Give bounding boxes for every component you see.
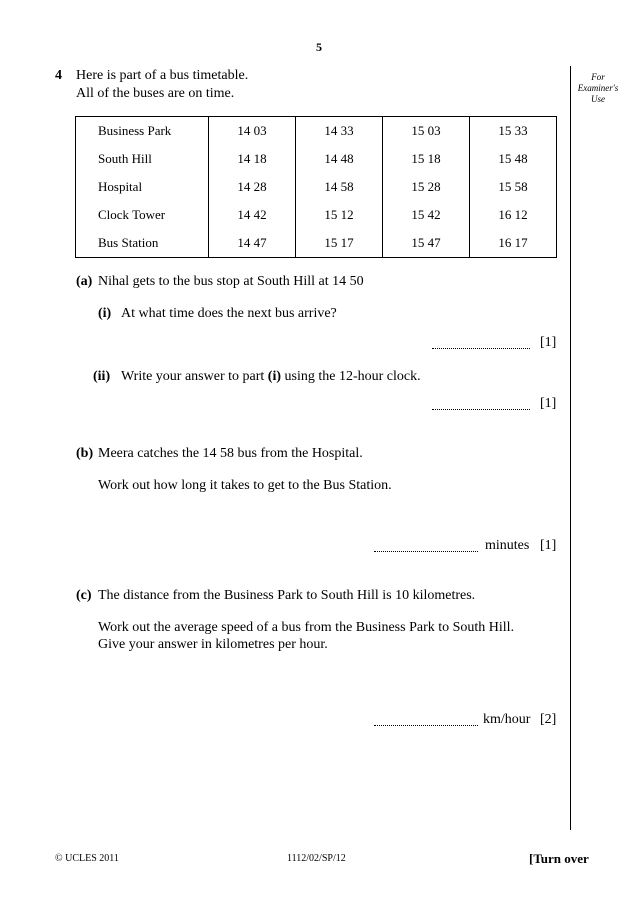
question-intro-line-1: Here is part of a bus timetable. xyxy=(76,68,249,83)
time-cell: 15 12 xyxy=(296,201,383,229)
time-cell: 14 42 xyxy=(209,201,296,229)
time-cell: 14 18 xyxy=(209,145,296,173)
timetable-row xyxy=(76,229,557,258)
time-cell: 14 58 xyxy=(296,173,383,201)
time-cell: 14 47 xyxy=(209,229,296,258)
time-cell: 15 48 xyxy=(470,145,557,173)
part-a-ii-text-before: Write your answer to part xyxy=(121,369,265,384)
part-a-ii-label: (ii) xyxy=(93,369,111,384)
time-cell: 15 58 xyxy=(470,173,557,201)
examiner-note-line: Examiner's xyxy=(577,83,619,93)
time-cell: 14 33 xyxy=(296,117,383,146)
time-cell: 15 17 xyxy=(296,229,383,258)
part-c-text: The distance from the Business Park to South Hill is 10 kilometres. xyxy=(98,588,476,603)
time-cell: 16 12 xyxy=(470,201,557,229)
bus-timetable xyxy=(75,116,557,258)
stop-name: Hospital xyxy=(98,179,143,194)
paper-code: 1112/02/SP/12 xyxy=(287,853,346,864)
part-a-ii-text-after: using the 12-hour clock. xyxy=(284,369,421,384)
unit-minutes: minutes xyxy=(485,538,530,553)
marks-b: [1] xyxy=(540,538,557,553)
time-cell: 14 48 xyxy=(296,145,383,173)
part-c-instruction-2: Give your answer in kilometres per hour. xyxy=(98,637,328,652)
page-number: 5 xyxy=(316,40,322,54)
answer-line-c[interactable] xyxy=(374,713,478,731)
question-number: 4 xyxy=(55,68,62,83)
time-cell: 15 47 xyxy=(383,229,470,258)
timetable-row xyxy=(76,117,557,146)
examiner-use-note xyxy=(574,72,622,105)
examiner-note-line: Use xyxy=(591,94,605,104)
stop-name: Bus Station xyxy=(98,235,159,250)
time-cell: 14 03 xyxy=(209,117,296,146)
part-a-i-label: (i) xyxy=(98,306,112,321)
part-a-ii-text xyxy=(121,369,421,385)
part-a-i-text: At what time does the next bus arrive? xyxy=(121,306,337,321)
timetable-row xyxy=(76,173,557,201)
time-cell: 15 33 xyxy=(470,117,557,146)
part-b-instruction: Work out how long it takes to get to the Bus Station. xyxy=(98,478,392,493)
examiner-note-line: For xyxy=(591,72,605,82)
part-a-ii-ref: (i) xyxy=(267,369,281,384)
timetable-row xyxy=(76,145,557,173)
part-b-label: (b) xyxy=(76,446,94,461)
part-a-text: Nihal gets to the bus stop at South Hill at 14 50 xyxy=(98,274,364,289)
stop-name: Business Park xyxy=(98,123,172,138)
timetable-row xyxy=(76,201,557,229)
part-a-label: (a) xyxy=(76,274,93,289)
copyright: © UCLES 2011 xyxy=(55,853,119,864)
marks-a-i: [1] xyxy=(540,335,557,350)
turn-over: [Turn over xyxy=(529,851,589,866)
answer-line-a-i[interactable] xyxy=(432,336,530,354)
stop-name: Clock Tower xyxy=(98,207,166,222)
time-cell: 15 42 xyxy=(383,201,470,229)
part-c-instruction-1: Work out the average speed of a bus from the Business Park to South Hill. xyxy=(98,620,515,635)
unit-km-per-hour: km/hour xyxy=(483,712,531,727)
time-cell: 15 18 xyxy=(383,145,470,173)
marks-a-ii: [1] xyxy=(540,396,557,411)
examiner-margin-rule xyxy=(570,66,571,830)
time-cell: 16 17 xyxy=(470,229,557,258)
time-cell: 15 28 xyxy=(383,173,470,201)
answer-line-a-ii[interactable] xyxy=(432,397,530,415)
stop-name: South Hill xyxy=(98,151,152,166)
time-cell: 15 03 xyxy=(383,117,470,146)
marks-c: [2] xyxy=(540,712,557,727)
time-cell: 14 28 xyxy=(209,173,296,201)
answer-line-b[interactable] xyxy=(374,539,478,557)
part-c-label: (c) xyxy=(76,588,92,603)
part-b-text: Meera catches the 14 58 bus from the Hospital. xyxy=(98,446,363,461)
question-intro-line-2: All of the buses are on time. xyxy=(76,86,235,101)
